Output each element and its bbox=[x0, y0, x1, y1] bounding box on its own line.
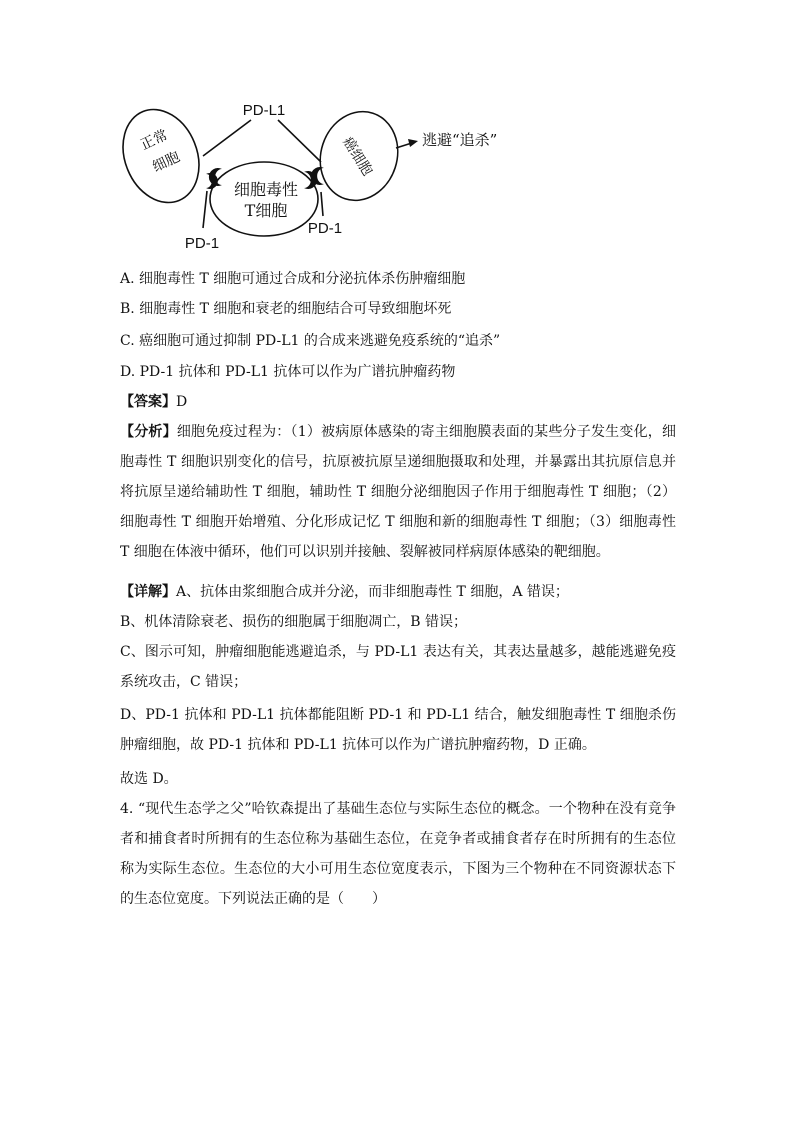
option-d: D. PD-1 抗体和 PD-L1 抗体可以作为广谱抗肿瘤药物 bbox=[120, 364, 456, 380]
immune-checkpoint-diagram bbox=[118, 96, 538, 256]
detail-line-d: D、PD-1 抗体和 PD-L1 抗体都能阻断 PD-1 和 PD-L1 结合，触发细胞毒性 T 细胞杀伤肿瘤细胞，故 PD-1 抗体和 PD-L1 抗体可以作为广谱抗肿瘤药物，D 正确。 bbox=[120, 707, 676, 753]
t-cell-label-2: T细胞 bbox=[244, 201, 288, 220]
escape-label: 逃避“追杀” bbox=[422, 131, 498, 149]
question-4-stem: 4. “现代生态学之父”哈钦森提出了基础生态位与实际生态位的概念。一个物种在没有竞争者和捕食者时所拥有的生态位称为基础生态位，在竞争者或捕食者存在时所拥有的生态位称为实际生态位。生态位的大小可用生态位宽度表示，下图为三个物种在不同资源状态下的生态位宽度。下列说法正确的是（ ） bbox=[120, 801, 676, 907]
analysis-paragraph bbox=[120, 417, 676, 567]
t-cell-label-1: 细胞毒性 bbox=[233, 180, 299, 199]
detail-line-c: C、图示可知，肿瘤细胞能逃避追杀，与 PD-L1 表达有关，其表达量越多，越能逃避免疫系统攻击，C 错误； bbox=[120, 644, 676, 690]
detail-a-text: A、抗体由浆细胞合成并分泌，而非细胞毒性 T 细胞，A 错误； bbox=[176, 584, 569, 600]
escape-arrow-head bbox=[408, 139, 418, 147]
pdl1-leader-right bbox=[278, 120, 321, 162]
detail-conclusion: 故选 D。 bbox=[120, 771, 178, 787]
analysis-tag: 【分析】 bbox=[120, 424, 177, 440]
answer-value: D bbox=[176, 394, 188, 410]
answer-tag: 【答案】 bbox=[120, 394, 176, 410]
pd1-right-label: PD-1 bbox=[307, 220, 343, 237]
t-cell-shape bbox=[210, 162, 318, 236]
analysis-text: 细胞免疫过程为：（1）被病原体感染的寄主细胞膜表面的某些分子发生变化，细胞毒性 T 细胞识别变化的信号，抗原被抗原呈递细胞摄取和处理，并暴露出其抗原信息并将抗原呈递给辅助性 T 细胞，辅助性 T 细胞分泌细胞因子作用于细胞毒性 T 细胞；（2）细胞毒性 T 细胞开始增殖、分化形成记忆 T 细胞和新的细胞毒性 T 细胞；（3）细胞毒性 T 细胞在体液中循环，他们可以识别并接触、裂解被同样病原体感染的靶细胞。 bbox=[120, 424, 677, 560]
pd1-left-label: PD-1 bbox=[184, 235, 220, 252]
pdl1-label: PD-L1 bbox=[242, 102, 286, 119]
normal-cell-label-2: 细胞 bbox=[150, 149, 183, 176]
detail-tag: 【详解】 bbox=[120, 584, 176, 600]
option-a: A. 细胞毒性 T 细胞可通过合成和分泌抗体杀伤肿瘤细胞 bbox=[120, 271, 466, 287]
option-c: C. 癌细胞可通过抑制 PD-L1 的合成来逃避免疫系统的“追杀” bbox=[120, 333, 501, 349]
detail-line-a bbox=[120, 582, 680, 602]
answer-line bbox=[120, 392, 680, 412]
cancer-cell-label: 癌细胞 bbox=[339, 134, 376, 179]
normal-cell-label-1: 正常 bbox=[138, 127, 171, 154]
pdl1-leader-left bbox=[203, 120, 251, 156]
detail-line-b: B、机体清除衰老、损伤的细胞属于细胞凋亡，B 错误； bbox=[120, 614, 468, 630]
pd1-leader-left bbox=[203, 191, 207, 228]
pd1-leader-right bbox=[321, 192, 323, 216]
option-b: B. 细胞毒性 T 细胞和衰老的细胞结合可导致细胞坏死 bbox=[120, 301, 452, 317]
